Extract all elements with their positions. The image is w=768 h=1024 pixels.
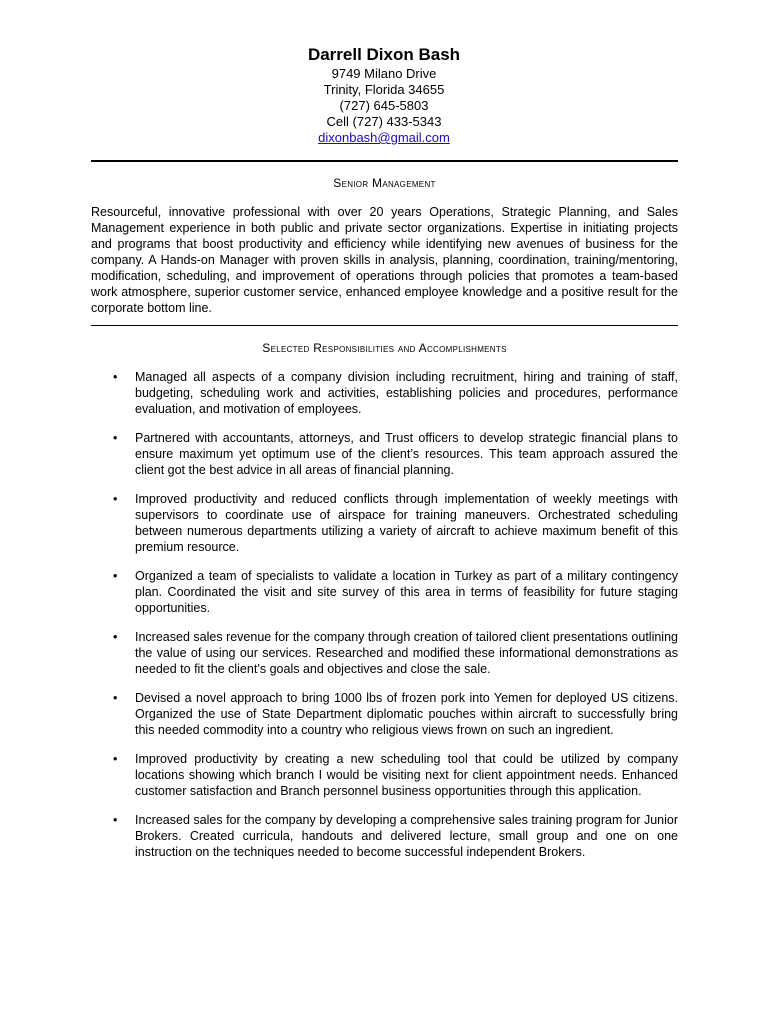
bullet-icon: • [113,492,118,506]
list-item [113,751,678,799]
bullet-icon: • [113,630,118,644]
list-item-text: Improved productivity and reduced conflicts through implementation of weekly meetings with supervisors to coordinate use of airspace for training maneuvers. Orchestrated scheduling between numerous departments utilizing a variety of aircraft to achieve maximum benefit of this premium resource. [135,492,678,554]
list-item [113,629,678,677]
section-divider [91,325,678,326]
candidate-name: Darrell Dixon Bash [307,45,461,64]
responsibilities-section-title: Selected Responsibilities and Accomplishments [262,341,507,355]
list-item-text: Managed all aspects of a company division including recruitment, hiring and training of staff, budgeting, scheduling work and activities, establishing policies and procedures, performance evaluation, and motivation of employees. [135,370,678,416]
bullet-icon: • [113,813,118,827]
list-item-text: Improved productivity by creating a new scheduling tool that could be utilized by company locations showing which branch I would be visiting next for client appointment needs. Enhanced customer satisfaction and Branch personnel business opportunities through this application. [135,752,678,798]
phone-number: (727) 645-5803 [339,98,429,113]
contact-header [0,44,768,146]
list-item-text: Partnered with accountants, attorneys, and Trust officers to develop strategic financial plans to ensure maximum yet optimum use of the client’s resources. This team approach assured the client got the best advice in all areas of financial planning. [135,431,678,477]
summary-paragraph: Resourceful, innovative professional with over 20 years Operations, Strategic Planning, and Sales Management experience in both public and private sector organizations. Expertise in initiating projects and programs that boost productivity and efficiency while identifying new avenues of business for the company. A Hands-on Manager with proven skills in analysis, planning, coordination, training/mentoring, modification, scheduling, and improvement of operations through policies that promotes a team-based work atmosphere, superior customer service, enhanced employee knowledge and a positive result for the corporate bottom line. [91,205,678,315]
cell-number: Cell (727) 433-5343 [326,114,442,129]
address-line: 9749 Milano Drive [331,66,437,81]
list-item [113,430,678,478]
summary-section-title: Senior Management [333,176,436,190]
bullet-icon: • [113,431,118,445]
email-link[interactable]: dixonbash@gmail.com [318,130,450,145]
city-line: Trinity, Florida 34655 [323,82,445,97]
list-item [113,369,678,417]
list-item-text: Organized a team of specialists to validate a location in Turkey as part of a military contingency plan. Coordinated the visit and site survey of this area in terms of feasibility for future staging opportunities. [135,569,678,615]
bullet-icon: • [113,752,118,766]
list-item-text: Increased sales revenue for the company through creation of tailored client presentations outlining the value of using our services. Researched and modified these informational demonstrations as needed to fit the client’s goals and objectives and close the sale. [135,630,678,676]
list-item [113,812,678,860]
list-item-text: Increased sales for the company by developing a comprehensive sales training program for Junior Brokers. Created curricula, handouts and delivered lecture, small group and one on one instruction on the techniques needed to become successful independent Brokers. [135,813,678,859]
header-divider [91,160,678,162]
bullet-icon: • [113,569,118,583]
bullet-icon: • [113,691,118,705]
list-item [113,568,678,616]
accomplishments-list [113,369,678,873]
list-item [113,690,678,738]
bullet-icon: • [113,370,118,384]
list-item-text: Devised a novel approach to bring 1000 lbs of frozen pork into Yemen for deployed US citizens. Organized the use of State Department diplomatic pouches within aircraft to successfully bring this needed commodity into a country who religious views frown on such an ingredient. [135,691,678,737]
list-item [113,491,678,555]
